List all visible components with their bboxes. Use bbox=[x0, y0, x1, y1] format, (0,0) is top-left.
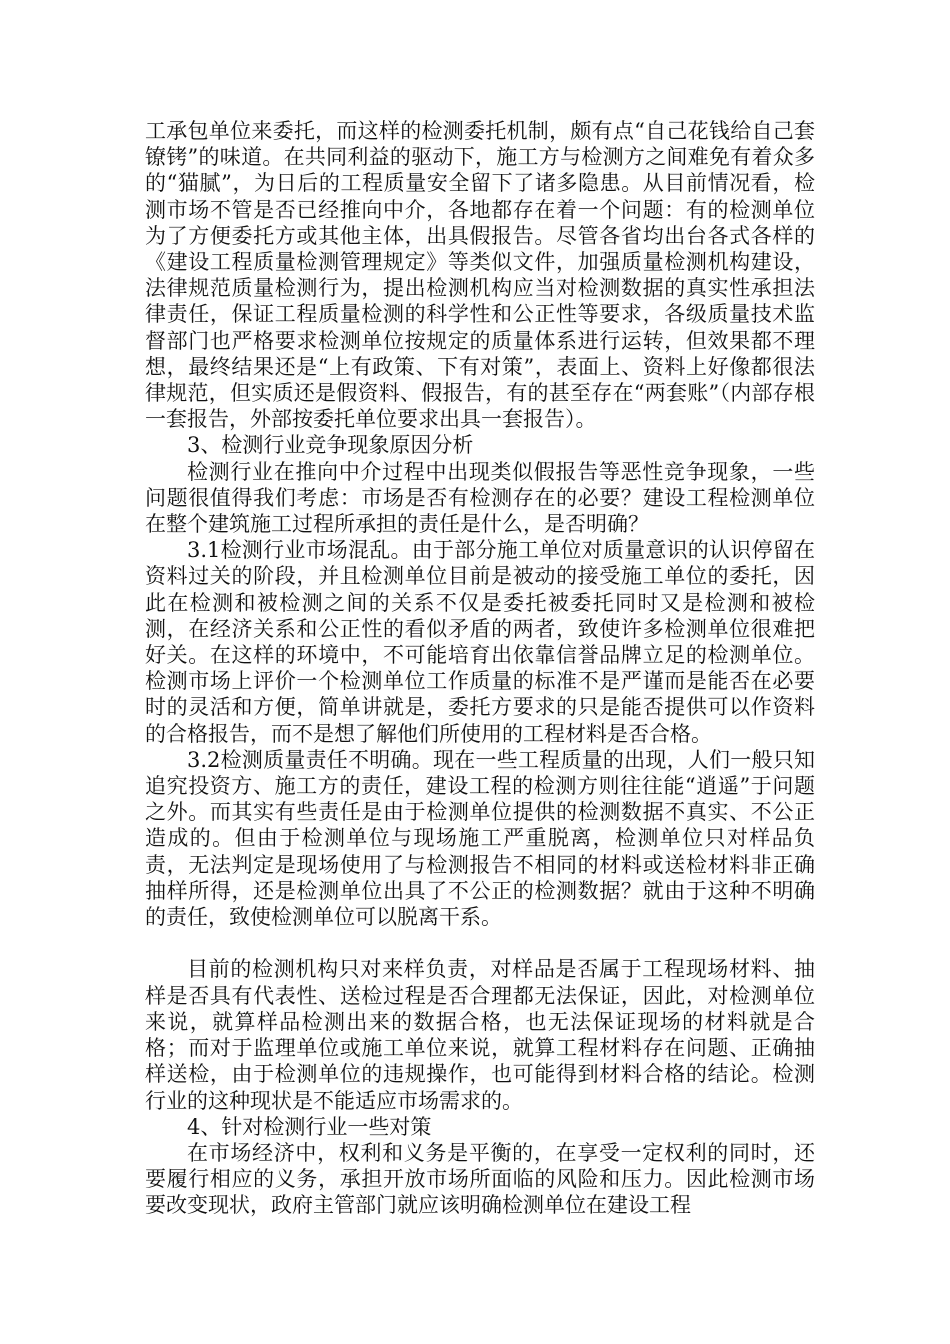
document-body bbox=[145, 118, 815, 1219]
paragraph-continued: 工承包单位来委托，而这样的检测委托机制，颇有点“自己花钱给自己套镣铐”的味道。在共同利益的驱动下，施工方与检测方之间难免有着众多的“猫腻”，为日后的工程质量安全留下了诸多隐患。从目前情况看，检测市场不管是否已经推向中介，各地都存在着一个问题：有的检测单位为了方便委托方或其他主体，出具假报告。尽管各省均出台各式各样的《建设工程质量检测管理规定》等类似文件，加强质量检测机构建设，法律规范质量检测行为，提出检测机构应当对检测数据的真实性承担法律责任，保证工程质量检测的科学性和公正性等要求，各级质量技术监督部门也严格要求检测单位按规定的质量体系进行运转，但效果都不理想，最终结果还是“上有政策、下有对策”，表面上、资料上好像都很法律规范，但实质还是假资料、假报告，有的甚至存在“两套账”（内部存根一套报告，外部按委托单位要求出具一套报告）。 bbox=[145, 119, 815, 432]
paragraph-3-1: 3.1检测行业市场混乱。由于部分施工单位对质量意识的认识停留在资料过关的阶段，并且检测单位目前是被动的接受施工单位的委托，因此在检测和被检测之间的关系不仅是委托被委托同时又是检测和被检测，在经济关系和公正性的看似矛盾的两者，致使许多检测单位很难把好关。在这样的环境中，不可能培育出依靠信誉品牌立足的检测单位。检测市场上评价一个检测单位工作质量的标准不是严谨而是能否在必要时的灵活和方便，简单讲就是，委托方要求的只是能否提供可以作资料的合格报告，而不是想了解他们所使用的工程材料是否合格。 bbox=[145, 538, 815, 746]
paragraph-intro: 检测行业在推向中介过程中出现类似假报告等恶性竞争现象，一些问题很值得我们考虑：市场是否有检测存在的必要？建设工程检测单位在整个建筑施工过程所承担的责任是什么，是否明确？ bbox=[145, 459, 815, 537]
paragraph-countermeasures: 在市场经济中，权利和义务是平衡的，在享受一定权利的同时，还要履行相应的义务，承担开放市场所面临的风险和压力。因此检测市场要改变现状，政府主管部门就应该明确检测单位在建设工程 bbox=[145, 1140, 815, 1218]
paragraph-current-status: 目前的检测机构只对来样负责，对样品是否属于工程现场材料、抽样是否具有代表性、送检过程是否合理都无法保证，因此，对检测单位来说，就算样品检测出来的数据合格，也无法保证现场的材料就是合格；而对于监理单位或施工单位来说，就算工程材料存在问题、正确抽样送检，由于检测单位的违规操作，也可能得到材料合格的结论。检测行业的这种现状是不能适应市场需求的。 bbox=[145, 957, 815, 1113]
section-heading-3: 3、检测行业竞争现象原因分析 bbox=[187, 433, 474, 458]
paragraph-3-2: 3.2检测质量责任不明确。现在一些工程质量的出现，人们一般只知追究投资方、施工方的责任，建设工程的检测方则往往能“逍遥”于问题之外。而其实有些责任是由于检测单位提供的检测数据不真实、不公正造成的。但由于检测单位与现场施工严重脱离，检测单位只对样品负责，无法判定是现场使用了与检测报告不相同的材料或送检材料非正确抽样所得，还是检测单位出具了不公正的检测数据？就由于这种不明确的责任，致使检测单位可以脱离干系。 bbox=[145, 747, 815, 930]
blank-line bbox=[145, 930, 815, 956]
section-heading-4: 4、针对检测行业一些对策 bbox=[187, 1114, 432, 1139]
